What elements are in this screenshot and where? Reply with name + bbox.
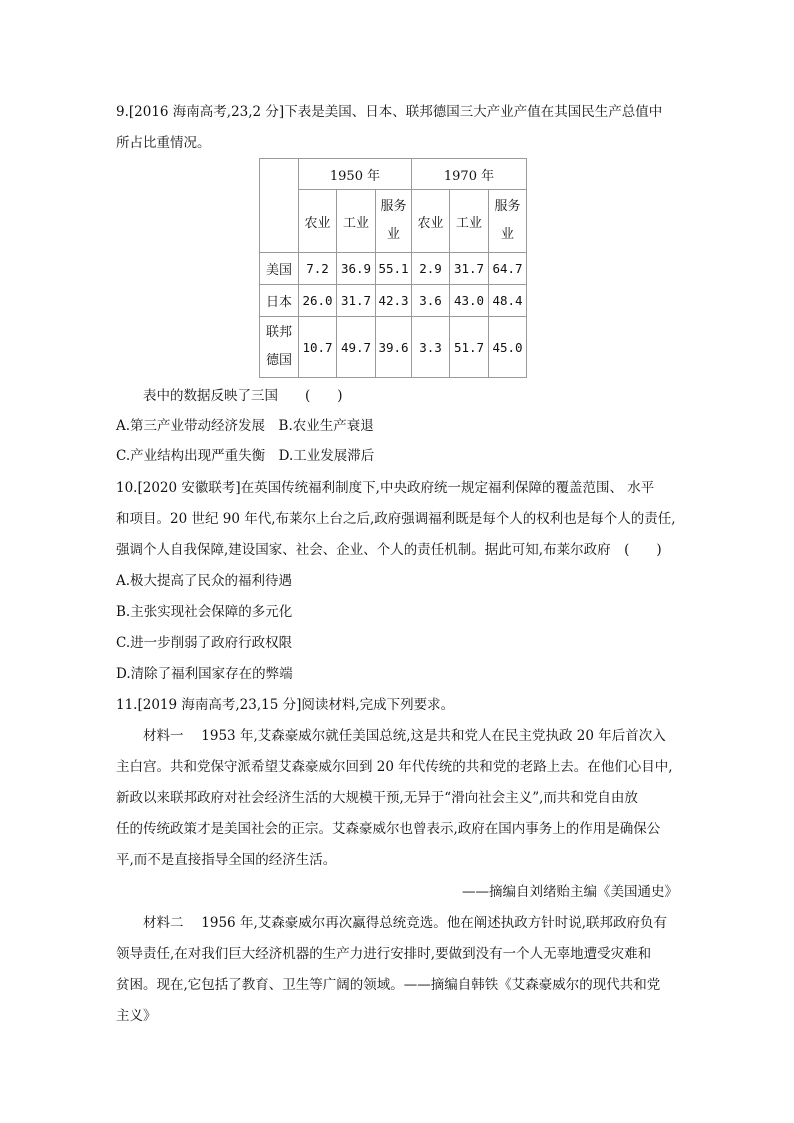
- table-row: [260, 317, 527, 378]
- table-cell: 36.9: [337, 253, 376, 285]
- year-header-1950: 1950 年: [299, 159, 412, 190]
- q11-material2-line-4: 主义》: [116, 1008, 157, 1024]
- table-cell: 31.7: [450, 253, 489, 285]
- table-cell: 45.0: [489, 317, 527, 378]
- sub-header-industry: 工业: [450, 190, 489, 253]
- q11-material1-line-4: 任的传统政策才是美国社会的正宗。艾森豪威尔也曾表示,政府在国内事务上的作用是确保公: [116, 821, 661, 837]
- table-cell: 42.3: [376, 285, 412, 317]
- q11-material1-line-1: 材料一 1953 年,艾森豪威尔就任美国总统,这是共和党人在民主党执政 20 年后首次入: [143, 728, 666, 744]
- table-cell: 10.7: [299, 317, 337, 378]
- table-row: [260, 285, 527, 317]
- q11-material1-line-3: 新政以来联邦政府对社会经济生活的大规模干预,无异于“滑向社会主义”,而共和党自由放: [116, 790, 638, 806]
- table-cell: 64.7: [489, 253, 527, 285]
- q10-option-a: A.极大提高了民众的福利待遇: [116, 573, 293, 589]
- table-cell: 43.0: [450, 285, 489, 317]
- table-cell: 39.6: [376, 317, 412, 378]
- table-cell: 55.1: [376, 253, 412, 285]
- q11-material2-line-1: 材料二 1956 年,艾森豪威尔再次赢得总统竞选。他在阐述执政方针时说,联邦政府负有: [143, 915, 668, 931]
- q11-stem: 11.[2019 海南高考,23,15 分]阅读材料,完成下列要求。: [116, 697, 455, 713]
- q10-stem-line-3: 强调个人自我保障,建设国家、社会、企业、个人的责任机制。据此可知,布莱尔政府 ( ): [116, 542, 662, 558]
- q11-source-1: ——摘编自刘绪贻主编《美国通史》: [462, 884, 678, 900]
- q9-options-ab: A.第三产业带动经济发展 B.农业生产衰退: [116, 418, 374, 434]
- industry-share-table: [259, 158, 527, 378]
- table-cell: 48.4: [489, 285, 527, 317]
- q10-option-c: C.进一步削弱了政府行政权限: [116, 635, 293, 651]
- table-cell: 26.0: [299, 285, 337, 317]
- row-country: 联邦德国: [260, 317, 299, 378]
- q9-question: 表中的数据反映了三国 ( ): [143, 388, 343, 404]
- table-cell: 49.7: [337, 317, 376, 378]
- q11-material2-line-3: 贫困。现在,它包括了教育、卫生等广阔的领域。——摘编自韩铁《艾森豪威尔的现代共和党: [116, 977, 661, 993]
- q11-material1-line-2: 主白宫。共和党保守派希望艾森豪威尔回到 20 年代传统的共和党的老路上去。在他们心目中,: [116, 759, 673, 775]
- q9-options-cd: C.产业结构出现严重失衡 D.工业发展滞后: [116, 448, 375, 464]
- table-cell: 31.7: [337, 285, 376, 317]
- year-header-1970: 1970 年: [412, 159, 527, 190]
- q9-stem-line-2: 所占比重情况。: [116, 135, 211, 151]
- q10-stem-line-1: 10.[2020 安徽联考]在英国传统福利制度下,中央政府统一规定福利保障的覆盖范围、 水平: [116, 480, 655, 496]
- sub-header-agriculture: 农业: [299, 190, 337, 253]
- table-cell: 2.9: [412, 253, 450, 285]
- row-country: 美国: [260, 253, 299, 285]
- q10-stem-line-2: 和项目。20 世纪 90 年代,布莱尔上台之后,政府强调福利既是每个人的权利也是每个人的责任,: [116, 511, 676, 527]
- row-country: 日本: [260, 285, 299, 317]
- q11-material2-line-2: 领导责任,在对我们巨大经济机器的生产力进行安排时,要做到没有一个人无辜地遭受灾难和: [116, 946, 652, 962]
- q9-stem-line-1: 9.[2016 海南高考,23,2 分]下表是美国、日本、联邦德国三大产业产值在其国民生产总值中: [116, 104, 663, 120]
- table-cell: 7.2: [299, 253, 337, 285]
- table-cell: 3.6: [412, 285, 450, 317]
- sub-header-agriculture: 农业: [412, 190, 450, 253]
- q10-option-d: D.清除了福利国家存在的弊端: [116, 666, 293, 682]
- table-cell: 51.7: [450, 317, 489, 378]
- sub-header-services: 服务业: [489, 190, 527, 253]
- q11-material1-line-5: 平,而不是直接指导全国的经济生活。: [116, 852, 337, 868]
- q10-option-b: B.主张实现社会保障的多元化: [116, 604, 293, 620]
- table-row: [260, 253, 527, 285]
- sub-header-services: 服务业: [376, 190, 412, 253]
- table-cell: 3.3: [412, 317, 450, 378]
- sub-header-industry: 工业: [337, 190, 376, 253]
- table-corner-cell: [260, 159, 299, 253]
